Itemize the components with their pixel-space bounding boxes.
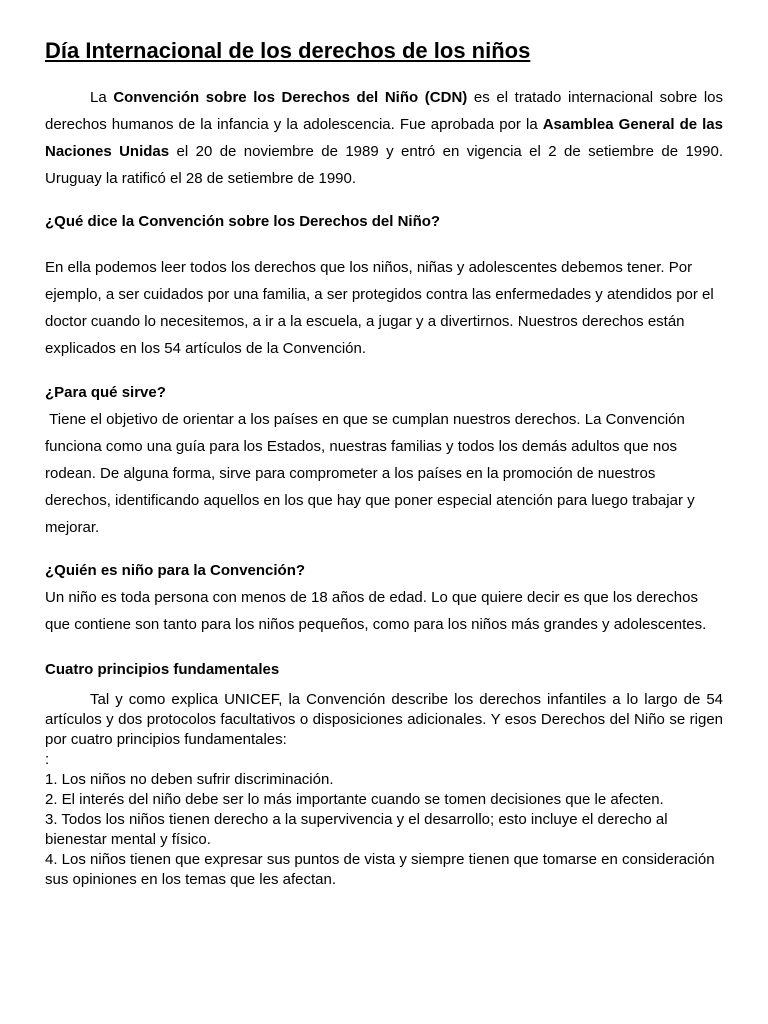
intro-bold-convention: Convención sobre los Derechos del Niño (CDN) — [113, 89, 468, 106]
intro-text-2: es el tratado internacional sobre los derechos humanos de la infancia y la adolescencia. Fue aprobada por la — [45, 89, 723, 133]
intro-paragraph — [45, 84, 723, 192]
intro-text-3: el 20 de noviembre de 1989 y entró en vigencia el 2 de setiembre de 1990. Uruguay la ratificó el 28 de setiembre de 1990. — [45, 143, 723, 187]
list-item: 3. Todos los niños tienen derecho a la supervivencia y el desarrollo; esto incluye el derecho al bienestar mental y físico. — [45, 811, 668, 848]
section1-heading: ¿Qué dice la Convención sobre los Derechos del Niño? — [45, 213, 441, 230]
list-item: 1. Los niños no deben sufrir discriminación. — [45, 771, 334, 788]
section4-heading: Cuatro principios fundamentales — [45, 661, 280, 678]
section3-body: Un niño es toda persona con menos de 18 años de edad. Lo que quiere decir es que los derechos que contiene son tanto para los niños pequeños, como para los niños más grandes y adolescentes. — [45, 589, 707, 633]
section1-body: En ella podemos leer todos los derechos que los niños, niñas y adolescentes debemos tener. Por ejemplo, a ser cuidados por una familia, a ser protegidos contra las enfermedades y atendidos por el doctor cuando lo necesitemos, a ir a la escuela, a jugar y a divertirnos. Nuestros derechos están explicados en los 54 artículos de la Convención. — [45, 259, 714, 357]
document-page — [45, 0, 723, 1024]
section2-body: Tiene el objetivo de orientar a los países en que se cumplan nuestros derechos. La Convención funciona como una guía para los Estados, nuestras familias y todos los demás adultos que nos rodean. De alguna forma, sirve para comprometer a los países en la promoción de nuestros derechos, identificando aquellos en los que hay que poner especial atención para luego trabajar y mejorar. — [45, 411, 699, 536]
section3-heading: ¿Quién es niño para la Convención? — [45, 562, 306, 579]
intro-bold-assembly: Asamblea General de las Naciones Unidas — [45, 116, 723, 160]
section4-body: Tal y como explica UNICEF, la Convención describe los derechos infantiles a lo largo de 54 artículos y dos protocolos facultativos o disposiciones adicionales. Y esos Derechos del Niño se rigen por cuatro principios fundamentales: — [45, 691, 723, 748]
section4-colon: : — [45, 751, 50, 768]
list-item: 2. El interés del niño debe ser lo más importante cuando se tomen decisiones que le afecten. — [45, 791, 664, 808]
principles-list — [45, 770, 723, 890]
list-item: 4. Los niños tienen que expresar sus puntos de vista y siempre tienen que tomarse en consideración sus opiniones en los temas que les afectan. — [45, 851, 715, 888]
section2-heading: ¿Para qué sirve? — [45, 384, 166, 401]
intro-text-1: La — [90, 89, 114, 106]
document-title: Día Internacional de los derechos de los niños — [45, 38, 531, 63]
